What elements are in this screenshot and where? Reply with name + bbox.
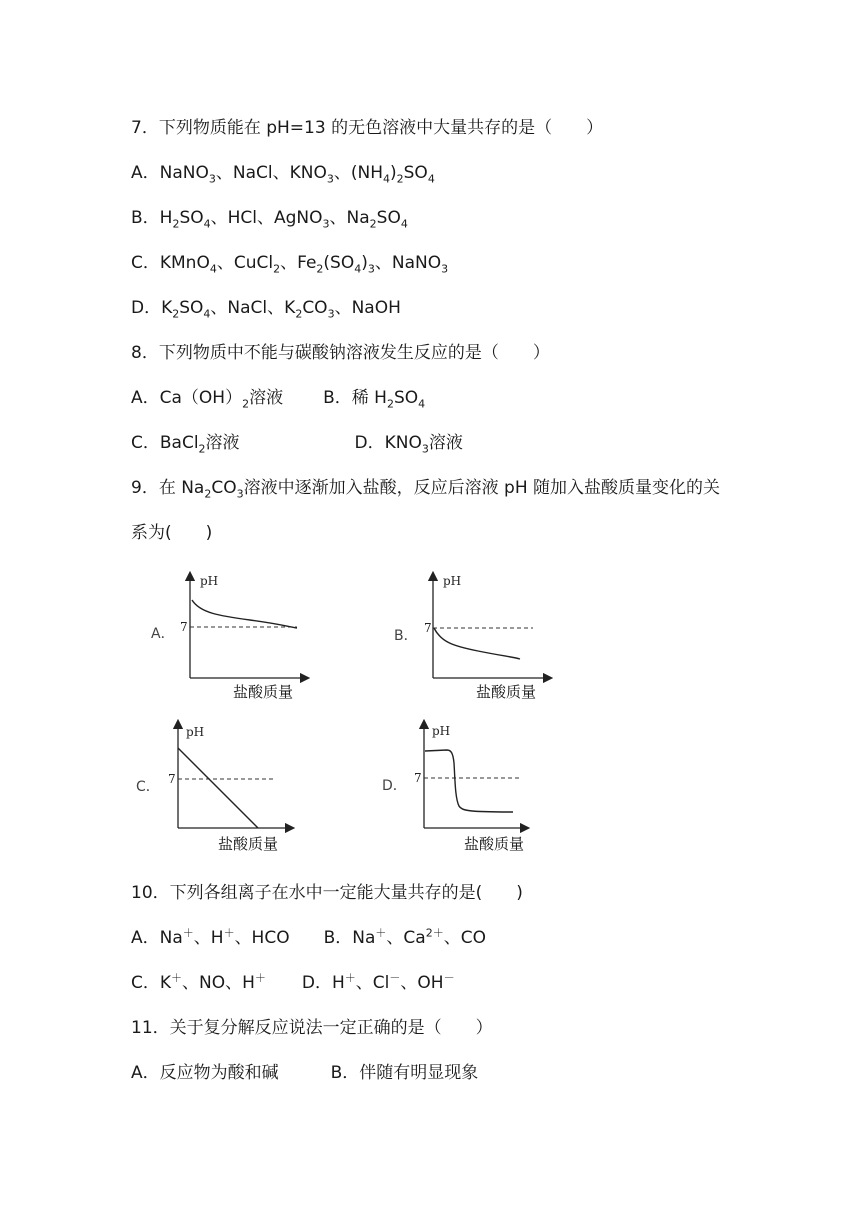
graph-d (375, 718, 550, 858)
ph-curve (434, 628, 520, 659)
question-8-option-a: A．$Ca(OH)_2$溶液 (131, 388, 284, 411)
ph-curve (192, 600, 297, 628)
question-10-options-ab (131, 927, 486, 949)
ref-label-7: 7 (414, 771, 422, 785)
x-axis-label: 盐酸质量 (464, 835, 525, 853)
question-10-option-c: C．K＋、NO、H＋ (131, 971, 266, 993)
ref-label-7: 7 (180, 620, 188, 634)
question-7-option-a: A．NaNO$_3$、NaCl、$KNO_3$、$(NH_4)_2SO_4$ (131, 163, 435, 186)
question-10-stem: 10．下列各组离子在水中一定能大量共存的是( ) (131, 883, 523, 903)
question-9-stem-line-2: 系为( ) (131, 523, 213, 543)
ref-label-7: 7 (424, 621, 432, 635)
question-11-options-ab (131, 1062, 478, 1084)
question-8-option-b: B．稀 $H_2SO_4$ (323, 388, 426, 411)
question-10-option-a: A．Na＋、H＋、HCO (131, 926, 290, 948)
question-8-option-c: C．BaCl$_2$溶液 (131, 433, 240, 456)
question-8-option-d: D．$KNO_3$溶液 (354, 433, 463, 456)
question-10-options-cd (131, 972, 455, 994)
question-8-options-cd (131, 432, 463, 454)
y-axis-label: pH (186, 725, 205, 739)
question-8-stem: 8．下列物质中不能与碳酸钠溶液发生反应的是（ ） (131, 343, 550, 363)
y-axis-label: pH (200, 574, 219, 588)
graph-a (140, 568, 315, 703)
question-11-stem: 11．关于复分解反应说法一定正确的是（ ） (131, 1018, 493, 1038)
question-8-options-ab (131, 387, 425, 409)
question-9-stem-line-1: 9．在 $Na_2CO_3$溶液中逐渐加入盐酸，反应后溶液 pH 随加入盐酸质量变化的关 (131, 478, 721, 501)
question-10-option-b: B．Na＋、$Ca^{2+}$、CO (323, 926, 486, 948)
x-axis-label: 盐酸质量 (218, 835, 279, 853)
question-10-option-d: D．H＋、Cl－、OH－ (301, 971, 455, 993)
x-axis-label: 盐酸质量 (233, 683, 294, 701)
ref-label-7: 7 (168, 772, 176, 786)
graph-c (130, 718, 305, 858)
question-7-option-d: D．$K_2SO_4$、NaCl、$K_2CO_3$、NaOH (131, 298, 401, 321)
question-7-stem: 7．下列物质能在 pH=13 的无色溶液中大量共存的是（ ） (131, 118, 604, 138)
option-label-b: B． (394, 628, 418, 644)
x-axis-label: 盐酸质量 (476, 683, 537, 701)
option-label-d: D． (382, 778, 407, 794)
question-7-option-c: C．KMnO$_4$、CuCl$_2$、$Fe_2(SO_4)_3$、NaNO$_3$ (131, 253, 449, 276)
option-label-a: A． (151, 626, 175, 642)
y-axis-label: pH (432, 724, 451, 738)
y-axis-label: pH (443, 574, 462, 588)
ph-curve (178, 748, 258, 828)
question-11-option-b: B．伴随有明显现象 (330, 1063, 479, 1083)
ph-curve (425, 750, 513, 812)
option-label-c: C． (136, 779, 160, 795)
graph-b (383, 568, 558, 703)
question-7-option-b: B．$H_2SO_4$、HCl、AgNO$_3$、$Na_2SO_4$ (131, 208, 408, 231)
question-11-option-a: A．反应物为酸和碱 (131, 1063, 279, 1083)
